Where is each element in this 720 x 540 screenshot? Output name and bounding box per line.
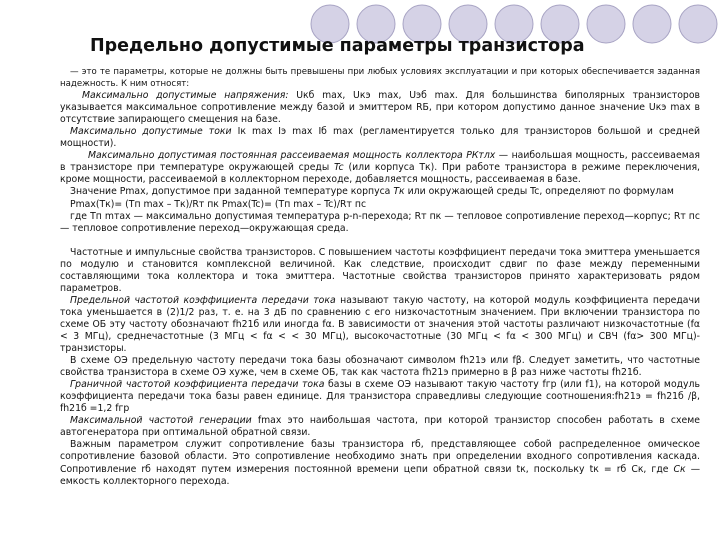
italic-term: Максимальной частотой генерации: [70, 415, 252, 427]
italic-term: Граничной частотой коэффициента передачи тока: [70, 379, 325, 391]
paragraph-gap: [60, 235, 700, 247]
italic-term: Максимально допустимые токи: [70, 126, 232, 138]
text-run: Важным параметром служит сопротивление базы транзистора rб, представляющее собой распределенное омическое сопротивление базовой области. Это сопротивление необходимо знать при определении входного сопротивления каскада. Сопротивление rб находят путем измерения постоянной времени цепи обратной связи tк, поскольку tк = rб Cк, где: [60, 439, 700, 475]
italic-term: Tк: [393, 186, 405, 198]
text-run: базы в схеме ОЭ называют такую частоту fгр (или f1), на которой модуль коэффициента передачи тока базы равен единице. Для транзистора справедливы следующие соотношения:fh21э = fh21б /β, fh21б =1,2 fгр: [60, 379, 700, 415]
text-run: fmax это наибольшая частота, при которой транзистор способен работать в схеме автогенератора при оптимальной обратной связи.: [60, 415, 700, 439]
paragraph-formula: [60, 199, 700, 211]
paragraph-intro: [60, 66, 700, 90]
italic-term: Максимально допустимая постоянная рассеиваемая мощность коллектора PКтлх: [88, 150, 496, 162]
decorative-rings: [300, 0, 720, 66]
text-run: Uкб max, Uкэ max, Uэб max. Для большинства биполярных транзисторов указывается максимальное сопротивление между базой и эмиттером RБ, при котором допустимо данное значение Uкэ max в отсутствие запирающего смещения на базе.: [60, 90, 700, 126]
ring-9: [679, 5, 717, 43]
ring-7: [587, 5, 625, 43]
ring-8: [633, 5, 671, 43]
page-title: Предельно допустимые параметры транзистора: [90, 36, 585, 56]
paragraph-cutoff-frequency: [60, 295, 700, 355]
document-body: [60, 66, 700, 488]
text-run: В схеме ОЭ предельную частоту передачи тока базы обозначают символом fh21э или fβ. Следует заметить, что частотные свойства транзистора в схеме ОЭ хуже, чем в схеме ОБ, так как частота fh21э примерно в β раз ниже частоты fh21б.: [60, 355, 700, 379]
paragraph-base-resistance: [60, 439, 700, 487]
text-run: — наибольшая мощность, рассеиваемая в транзисторе при температуре окружающей среды: [60, 150, 700, 174]
text-run: (или корпуса Tк). При работе транзистора в режиме переключения, кроме мощности, рассеиваемой в коллекторном переходе, добавляется мощность, рассеиваемая в базе.: [60, 162, 700, 186]
text-run: Частотные и импульсные свойства транзисторов. С повышением частоты коэффициент передачи тока эмиттера уменьшается по модулю и становится комплексной величиной. Как следствие, происходит сдвиг по фазе между переменными составляющими тока коллектора и тока эмиттера. Частотные свойства транзисторов принято характеризовать рядом параметров.: [60, 246, 700, 294]
text-run: — это те параметры, которые не должны быть превышены при любых условиях эксплуатации и при которых обеспечивается заданная надежность. К ним относят:: [60, 67, 700, 90]
italic-term: Максимально допустимые напряжения:: [82, 90, 289, 102]
text-run: Pmax(Tк)= (Tп max – Tк)/Rт пк Pmax(Tc)= (Tп max – Tc)/Rт пc: [70, 198, 367, 210]
paragraph-max-currents: [60, 126, 700, 150]
text-run: Значение Pmax, допустимое при заданной температуре корпуса: [70, 186, 394, 198]
paragraph-max-generation-frequency: [60, 415, 700, 439]
paragraph-max-voltages: [60, 90, 700, 126]
text-run: — емкость коллекторного перехода.: [60, 463, 700, 487]
paragraph-pmax: [60, 186, 700, 198]
paragraph-where: [60, 211, 700, 235]
paragraph-boundary-frequency: [60, 379, 700, 415]
text-run: Iк max Iэ max Iб max (регламентируется только для транзисторов большой и средней мощности).: [60, 126, 700, 150]
text-run: где Tп mтах — максимально допустимая температура p-n-перехода; Rт пк — тепловое сопротивление переход—корпус; Rт пс — тепловое сопротивление переход—окружающая среда.: [60, 210, 700, 234]
paragraph-oe-frequency: [60, 355, 700, 379]
text-run: называют такую частоту, на которой модуль коэффициента передачи тока уменьшается в (2)1/2 раз, т. е. на 3 дБ по сравнению с его низкочастотным значением. При включении транзистора по схеме ОБ эту частоту обозначают fh21б или иногда fα. В зависимости от значения этой частоты различают низкочастотные (fα < 3 МГц), среднечастотные (3 МГц < fα < < 30 МГц), высокочастотные (30 МГц < fα < 300 МГц) и СВЧ (fα> 300 МГц)-транзисторы.: [60, 294, 701, 355]
paragraph-frequency-properties: [60, 247, 700, 295]
italic-term: Tc: [334, 162, 344, 174]
italic-term: Предельной частотой коэффициента передачи тока: [70, 294, 336, 306]
text-run: или окружающей среды Tc, определяют по формулам: [404, 186, 674, 198]
paragraph-max-power: [60, 150, 700, 186]
italic-term: Cк: [673, 463, 686, 475]
